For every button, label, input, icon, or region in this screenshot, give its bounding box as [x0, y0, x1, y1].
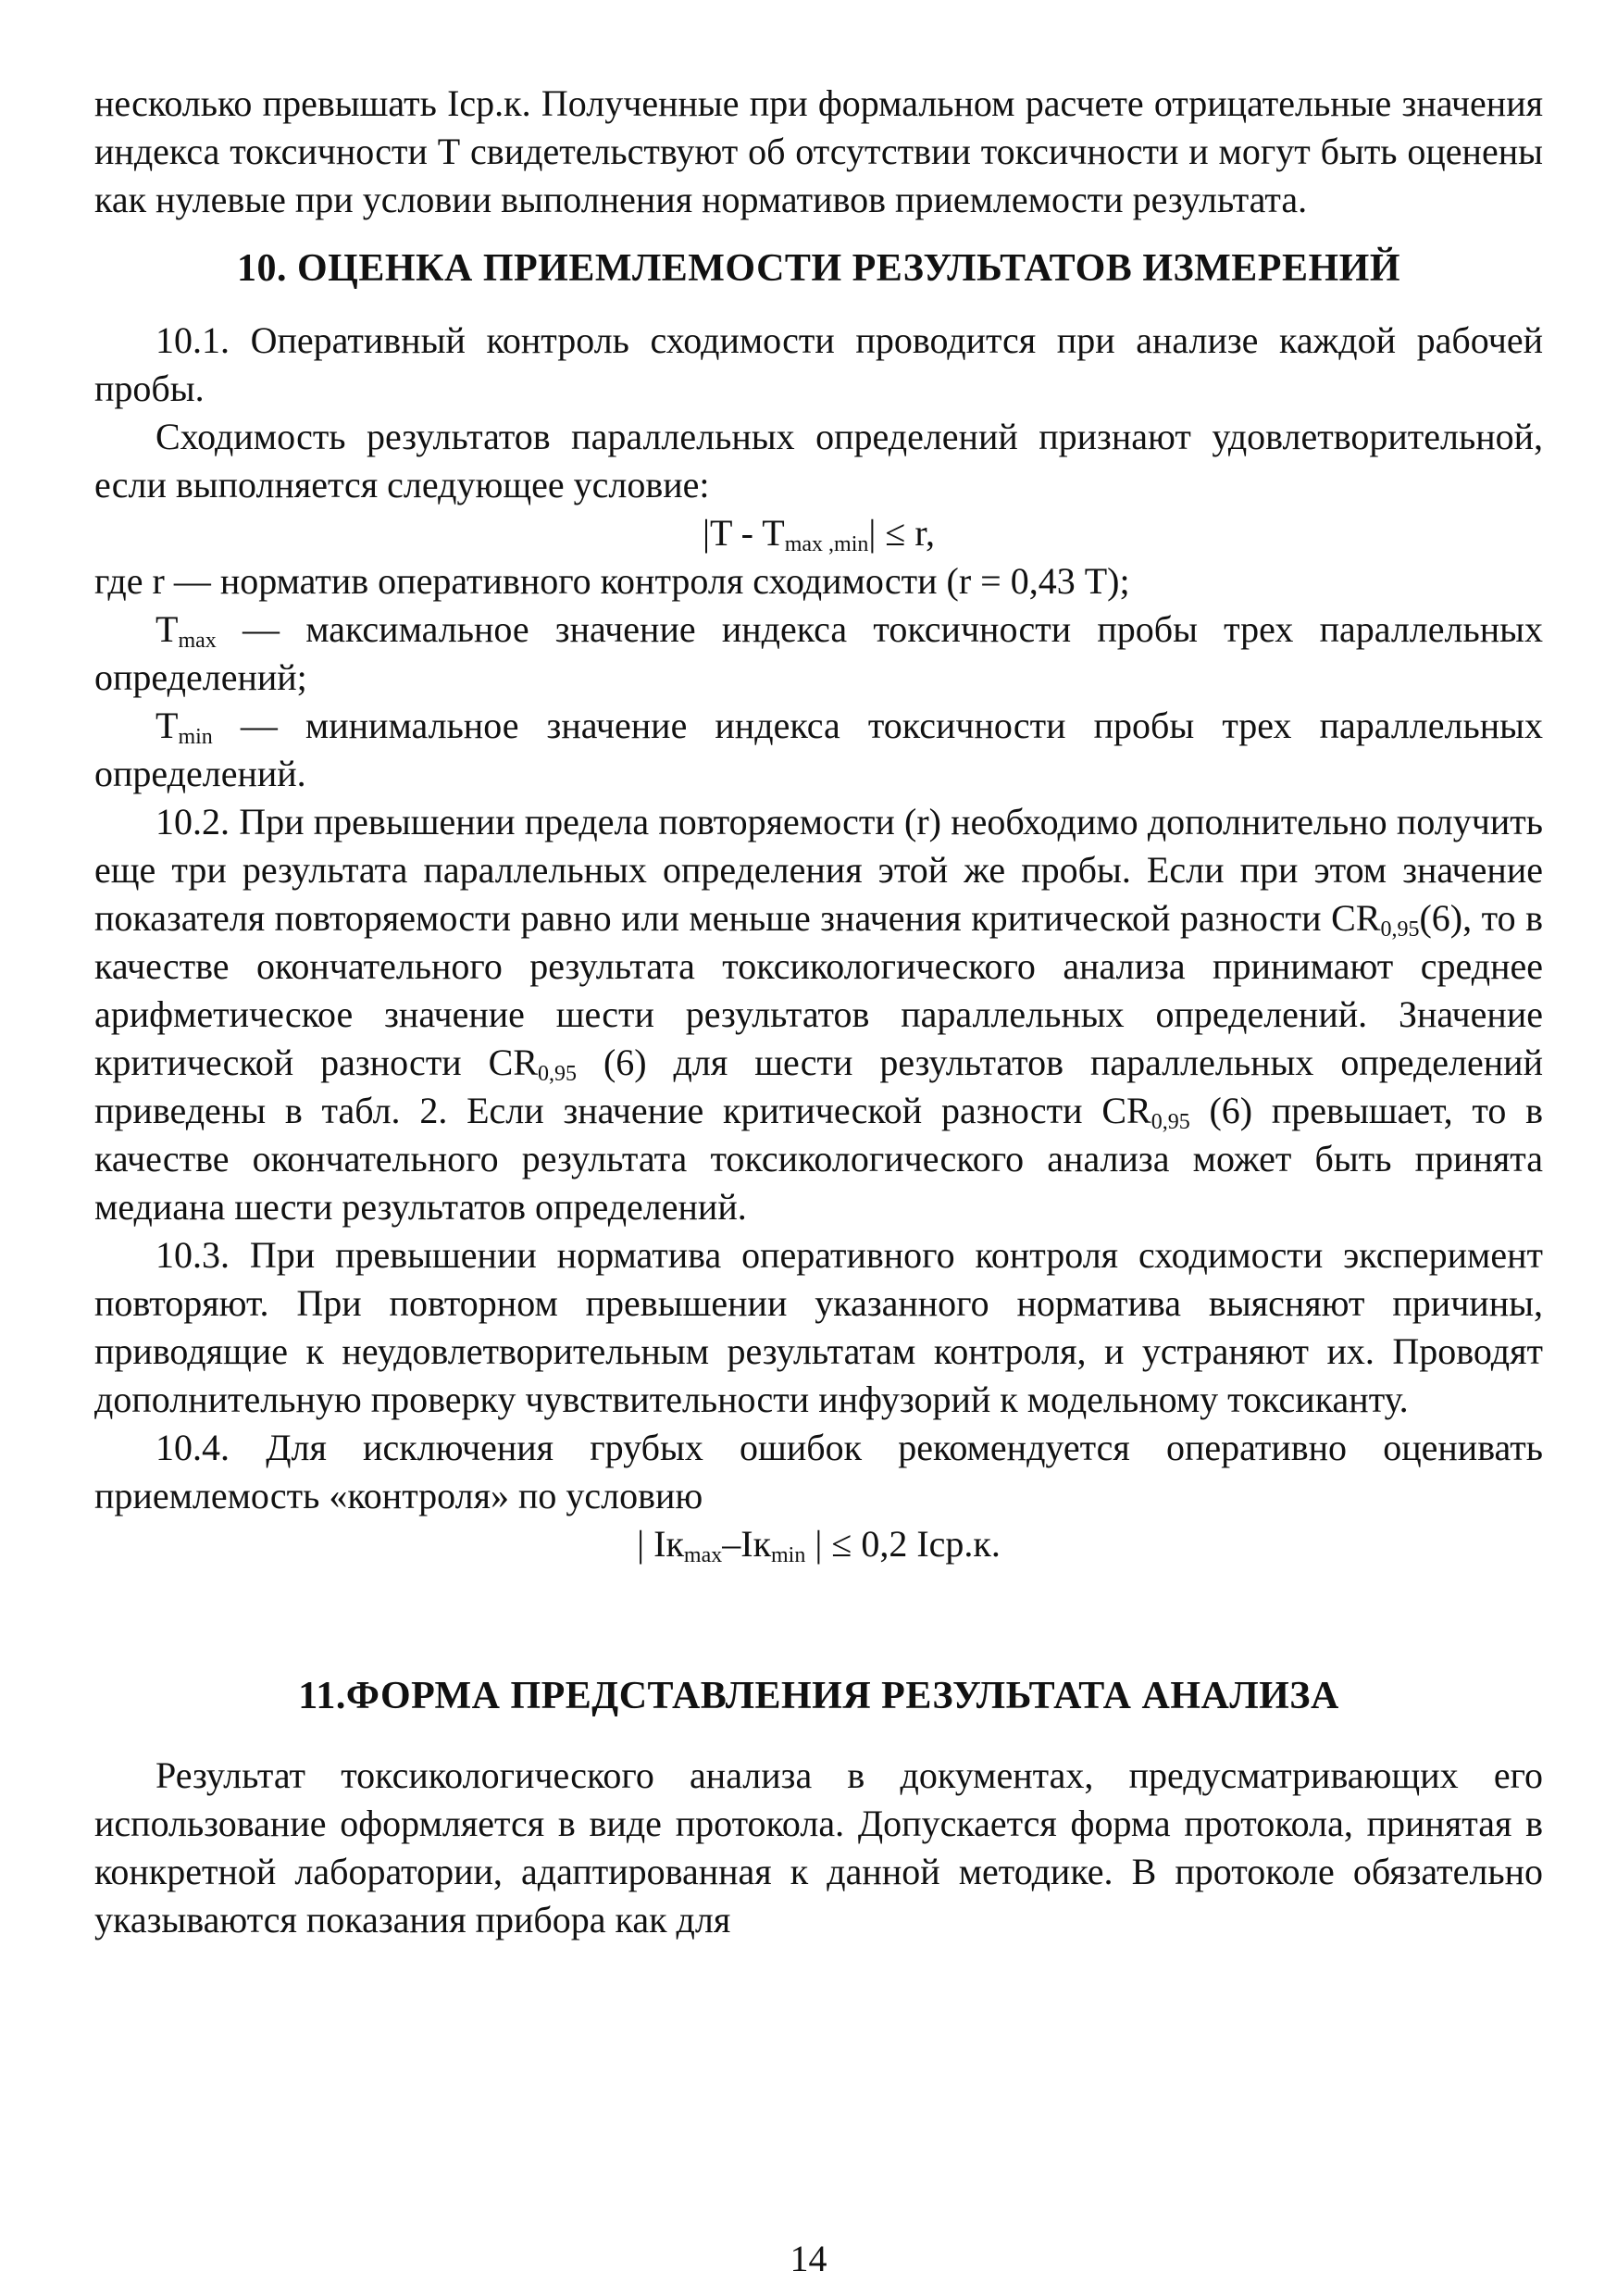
section-10-heading: 10. ОЦЕНКА ПРИЕМЛЕМОСТИ РЕЗУЛЬТАТОВ ИЗМЕРЕНИЙ: [237, 247, 1400, 290]
tmin-symbol: $T_{min}$: [155, 705, 213, 749]
convergence-formula: $|T - T_{max ,min}| \le r$,: [702, 512, 936, 556]
intro-paragraph: несколько превышать Iср.к. Полученные при формальном расчете отрицательные значения индекса токсичности Т свидетельствуют об отсутствии токсичности и могут быть оценены как нулевые при условии выполнения нормативов приемлемости результата.: [94, 82, 1543, 220]
formula-subscript: max ,min: [784, 532, 869, 556]
tmin-definition: $T_{min}$ — минимальное значение индекса токсичности пробы трех параллельных определений.: [94, 705, 1544, 794]
paragraph-10-3: 10.3. При превышении норматива оперативного контроля сходимости эксперимент повторяют. При повторном превышении указанного норматива выясняют причины, приводящие к неудовлетворительным результатам контроля, и устраняют их. Проводят дополнительную проверку чувствительности инфузорий к модельному токсиканту.: [94, 1234, 1543, 1420]
tmax-symbol: $T_{max}$: [155, 608, 217, 653]
where-r-definition: где r — норматив оперативного контроля сходимости (r = 0,43 Т);: [94, 560, 1130, 602]
paragraph-convergence-condition: Сходимость результатов параллельных определений признают удовлетворительной, если выполняется следующее условие:: [94, 416, 1543, 505]
formula-lead: T - T: [709, 512, 785, 554]
formula-tail: ≤ r,: [885, 512, 936, 554]
page-number: 14: [790, 2238, 827, 2279]
tmax-definition: $T_{max}$ — максимальное значение индекса токсичности пробы трех параллельных определений;: [94, 608, 1544, 698]
paragraph-10-4: 10.4. Для исключения грубых ошибок рекомендуется оперативно оценивать приемлемость «контроля» по условию: [94, 1427, 1543, 1516]
paragraph-10-2: 10.2. При превышении предела повторяемости (r) необходимо дополнительно получить еще три результата параллельных определения этой же пробы. Если при этом значение показателя повторяемости равно или меньше значения критической разности $CR_{0,95}(6)$, то в качестве окончательного результата токсикологического анализа принимают среднее арифметическое значение шести результатов параллельных определений. Значение критической разности $CR_{0,95}$ (6) для шести результатов параллельных определений приведены в табл. 2. Если значение критической разности $CR_{0,95}$ (6) превышает, то в качестве окончательного результата токсикологического анализа может быть принята медиана шести результатов определений.: [94, 801, 1544, 1228]
section-11-heading: 11.ФОРМА ПРЕДСТАВЛЕНИЯ РЕЗУЛЬТАТА АНАЛИЗА: [298, 1675, 1339, 1717]
paragraph-11: Результат токсикологического анализа в документах, предусматривающих его использование оформляется в виде протокола. Допускается форма протокола, принятая в конкретной лаборатории, адаптированная к данной методике. В протоколе обязательно указываются показания прибора как для: [94, 1754, 1543, 1940]
paragraph-10-1: 10.1. Оперативный контроль сходимости проводится при анализе каждой рабочей пробы.: [94, 319, 1543, 409]
page-content: [94, 80, 1543, 1944]
control-acceptability-formula: | $Iк_{max}-Iк_{min}$ | ≤ 0,2 Iср.к.: [637, 1523, 1001, 1567]
